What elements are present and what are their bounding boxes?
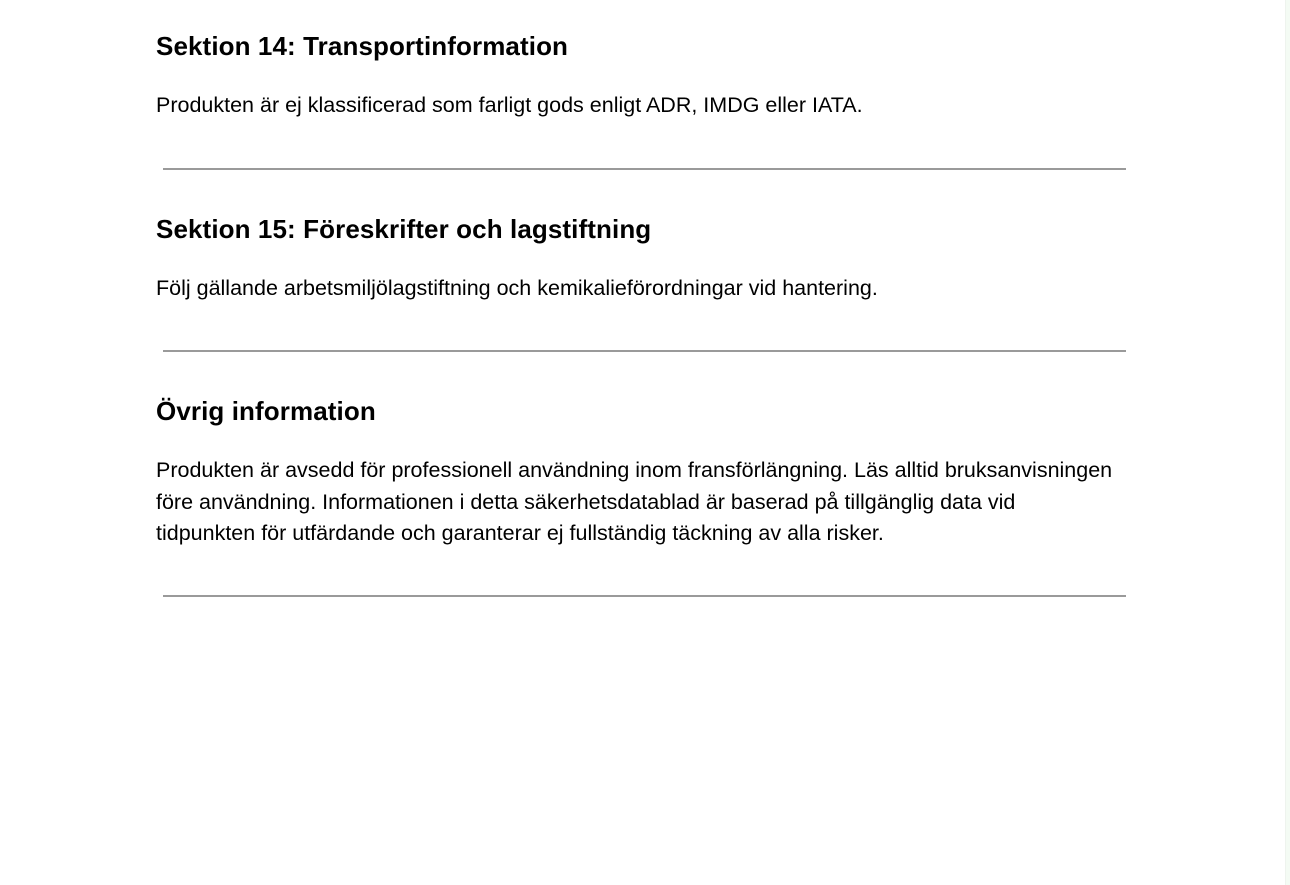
- section-body-other-information: Produkten är avsedd för professionell användning inom fransförlängning. Läs alltid bruksanvisningen före användning. Informationen i detta säkerhetsdatablad är baserad på tillgänglig data vid tidpunkten för utfärdande och garanterar ej fullständig täckning av alla risker.: [156, 458, 1113, 545]
- section-divider: [163, 350, 1126, 352]
- section-transport: [156, 28, 1126, 122]
- page-edge: [1285, 0, 1290, 885]
- section-regulations: [156, 211, 1126, 305]
- section-title-regulations: Sektion 15: Föreskrifter och lagstiftning: [156, 213, 652, 244]
- safety-data-sheet: [156, 28, 1126, 597]
- section-title-other-information: Övrig information: [156, 396, 376, 426]
- section-body-transport: Produkten är ej klassificerad som farligt gods enligt ADR, IMDG eller IATA.: [156, 93, 863, 117]
- section-title-transport: Sektion 14: Transportinformation: [156, 31, 569, 61]
- section-divider: [163, 168, 1126, 170]
- section-other-information: [156, 393, 1126, 550]
- section-body-regulations: Följ gällande arbetsmiljölagstiftning och kemikalieförordningar vid hantering.: [156, 275, 878, 300]
- section-divider: [163, 595, 1126, 597]
